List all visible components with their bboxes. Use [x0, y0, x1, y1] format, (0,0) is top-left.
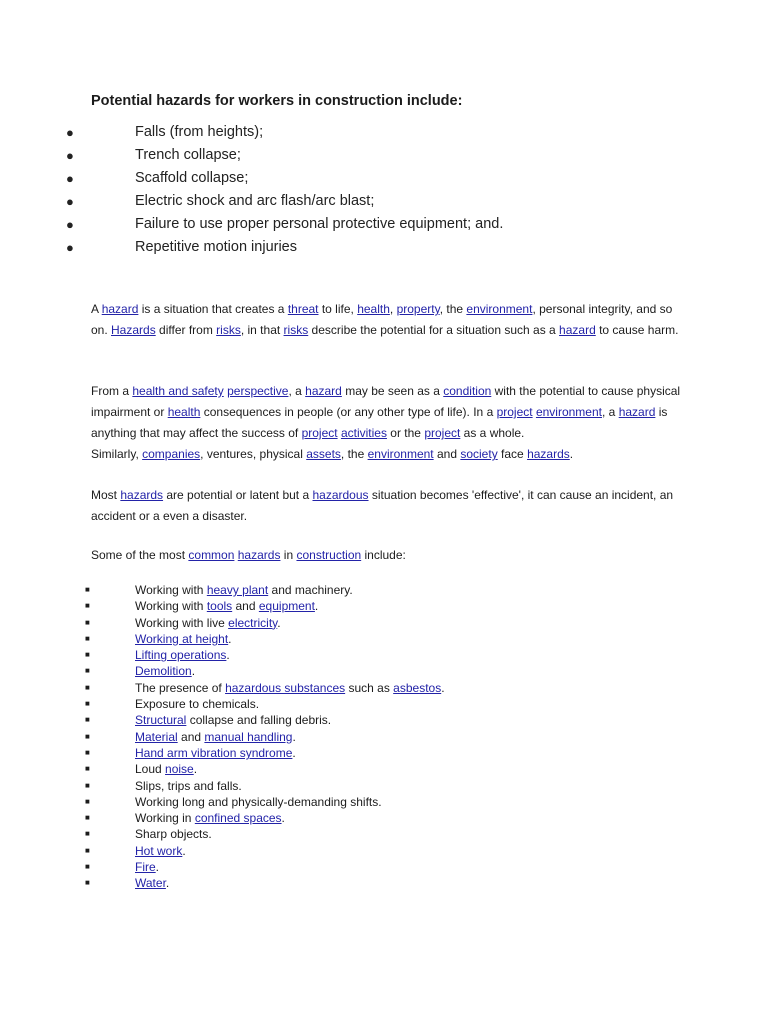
link-perspective[interactable]: perspective [227, 384, 289, 398]
health-safety-paragraph: From a health and safety perspective, a hazard may be seen as a condition with the potential to cause physical impairment or health consequences in people (or any other type of life). In a project environment, a hazard is anything that may affect the success of project activities or the project as a whole. Similarly, companies, ventures, physical assets, the environment and society face hazards. [91, 384, 681, 461]
bullet-icon: ● [66, 217, 74, 233]
link-hazardous[interactable]: hazardous [312, 488, 369, 502]
link-project[interactable]: project [424, 426, 461, 440]
hazard-link[interactable]: Fire [135, 860, 156, 875]
link-hazard[interactable]: hazard [305, 384, 342, 398]
hazard-definition-paragraph: A hazard is a situation that creates a threat to life, health, property, the environment, personal integrity, and so on. Hazards differ from risks, in that risks describe the potential for a situation such as a hazard to cause harm. [91, 302, 679, 337]
link-risks[interactable]: risks [216, 323, 241, 337]
square-bullet-icon: ■ [85, 666, 90, 676]
square-bullet-icon: ■ [85, 764, 90, 774]
square-bullet-icon: ■ [85, 813, 90, 823]
link-companies[interactable]: companies [142, 447, 201, 461]
hazard-link[interactable]: asbestos [393, 680, 442, 695]
link-hazards[interactable]: hazards [120, 488, 164, 502]
hazard-link[interactable]: Water [135, 876, 166, 891]
hazard-link[interactable]: Hand arm vibration syndrome [135, 745, 293, 760]
link-hazards[interactable]: hazards [237, 548, 281, 562]
link-environment[interactable]: environment [466, 302, 533, 316]
section-heading: Potential hazards for workers in construction include: [91, 93, 463, 109]
hazard-link[interactable]: Demolition [135, 664, 192, 679]
hazard-link[interactable]: equipment [258, 599, 315, 614]
common-hazards-intro: Some of the most common hazards in construction include: [91, 548, 406, 562]
hazard-link[interactable]: noise [165, 762, 194, 777]
bullet-icon: ● [66, 125, 74, 140]
bullet-icon: ● [66, 194, 74, 210]
hazard-link[interactable]: Hot work [135, 843, 183, 858]
link-environment[interactable]: environment [367, 447, 434, 461]
square-bullet-icon: ■ [85, 650, 90, 660]
square-bullet-icon: ■ [85, 878, 90, 888]
hazard-link[interactable]: heavy plant [206, 583, 269, 597]
link-property[interactable]: property [396, 302, 440, 316]
hazard-link[interactable]: electricity [228, 615, 278, 630]
square-bullet-icon: ■ [85, 715, 90, 725]
square-bullet-icon: ■ [85, 585, 90, 594]
square-bullet-icon: ■ [85, 699, 90, 709]
hazard-link[interactable]: Lifting operations [135, 648, 227, 663]
link-hazard[interactable]: hazard [559, 323, 596, 337]
square-bullet-icon: ■ [85, 796, 90, 806]
link-condition[interactable]: condition [443, 384, 492, 398]
hazard-link[interactable]: confined spaces [194, 811, 282, 826]
link-health[interactable]: health [357, 302, 390, 316]
hazard-link[interactable]: manual handling [204, 729, 293, 744]
square-bullet-icon: ■ [85, 731, 90, 741]
hazard-link[interactable]: Structural [135, 713, 187, 728]
square-bullet-icon: ■ [85, 747, 90, 757]
square-bullet-icon: ■ [85, 601, 90, 611]
square-bullet-icon: ■ [85, 633, 90, 643]
link-project[interactable]: project [496, 405, 533, 419]
bullet-icon: ● [66, 148, 74, 164]
link-environment[interactable]: environment [535, 405, 602, 419]
link-construction[interactable]: construction [296, 548, 362, 562]
link-assets[interactable]: assets [306, 447, 341, 461]
link-hazard[interactable]: hazard [618, 405, 656, 419]
bullet-icon: ● [66, 171, 74, 187]
square-bullet-icon: ■ [85, 682, 90, 692]
link-society[interactable]: society [460, 447, 498, 461]
hazard-link[interactable]: Working at height [135, 631, 229, 646]
link-activities[interactable]: activities [340, 426, 387, 440]
link-hazards[interactable]: hazards [527, 447, 570, 461]
hazard-link[interactable]: hazardous substances [225, 680, 346, 695]
link-project[interactable]: project [301, 426, 338, 440]
square-bullet-icon: ■ [85, 862, 90, 872]
link-health[interactable]: health [167, 405, 201, 419]
link-common[interactable]: common [188, 548, 235, 562]
link-threat[interactable]: threat [287, 302, 319, 316]
latent-hazards-paragraph: Most hazards are potential or latent but a hazardous situation becomes 'effective', it can cause an incident, an accident or a even a disaster. [91, 488, 674, 523]
link-hazard[interactable]: hazard [101, 302, 139, 316]
link-risks[interactable]: risks [283, 323, 309, 337]
link-hazards[interactable]: Hazards [111, 323, 156, 337]
square-bullet-icon: ■ [85, 780, 90, 790]
hazard-link[interactable]: tools [206, 599, 233, 614]
document-page: Potential hazards for workers in construction include: ● Falls (from heights); ● Trench collapse; ● Scaffold collapse; ● Electric shock and arc flash/arc blast; ● Failure to use proper personal protective equipment; and. ● Repetitive motion injuries A hazard is a situation that creates a threat to life, health, property, the environment, personal integrity, and so on. Hazards differ from risks, in that risks describe the potential for a situation such as a hazard to cause harm. From a health and safety perspective, a hazard may be seen as a condition with the potential to cause physical impairment or health consequences in people (or any other type of life). In a project environment, a hazard is anything that may affect the success of project activities or the project as a whole. Similarly, companies, ventures, physical assets, the environment and society face hazards. Most hazards are potential or latent but a hazardous situation becomes 'effective', it can cause an incident, an accident or a even a disaster. Some of the most common hazards in construction include: ■ Working with heavy plant and machinery. ■ Working with tools and equipment. ■ Working with live electricity. ■ Working at height. ■ Lifting operations. ■ Demolition. ■ The presence of hazardous substances such as asbestos. ■ Exposure to chemicals. ■ Structural collapse and falling debris. ■ Material and manual handling. ■ Hand arm vibration syndrome. ■ Loud noise. ■ Slips, trips and falls. ■ Working long and physically-demanding shifts. ■ Working in confined spaces. ■ Sharp objects. ■ Hot work. ■ Fire. ■ Water. [0, 0, 768, 1024]
square-bullet-icon: ■ [85, 617, 90, 627]
square-bullet-icon: ■ [85, 845, 90, 855]
bullet-icon: ● [66, 240, 74, 256]
link-health-and-safety[interactable]: health and safety [132, 384, 224, 398]
hazard-link[interactable]: Material [135, 729, 178, 744]
square-bullet-icon: ■ [85, 829, 90, 839]
